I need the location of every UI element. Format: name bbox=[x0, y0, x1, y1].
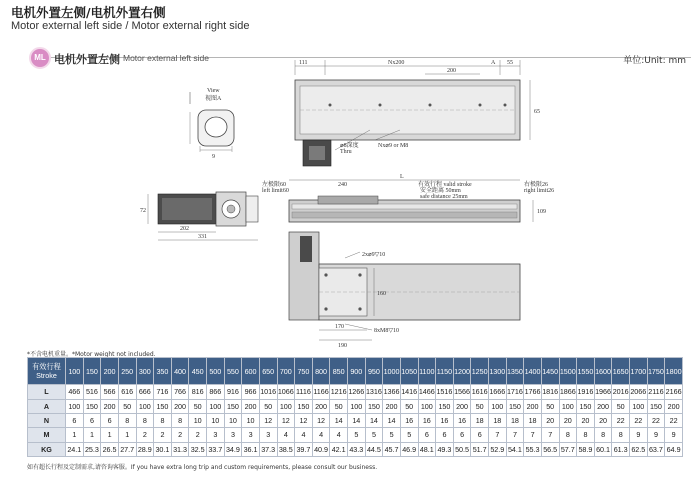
table-cell: 57.7 bbox=[559, 442, 577, 456]
dim-109: 109 bbox=[537, 209, 546, 215]
stroke-header-cell: 300 bbox=[136, 358, 154, 385]
table-cell: 16 bbox=[436, 413, 454, 427]
table-cell: 966 bbox=[242, 385, 260, 399]
table-cell: 14 bbox=[348, 413, 366, 427]
table-cell: 916 bbox=[224, 385, 242, 399]
table-cell: 30.1 bbox=[154, 442, 172, 456]
table-cell: 816 bbox=[189, 385, 207, 399]
table-cell: 1 bbox=[83, 428, 101, 442]
table-row bbox=[28, 442, 683, 456]
stroke-header-cell: 650 bbox=[259, 358, 277, 385]
view-a-label: View bbox=[207, 88, 220, 94]
table-cell: 37.3 bbox=[259, 442, 277, 456]
table-cell: 39.7 bbox=[295, 442, 313, 456]
table-cell: 40.9 bbox=[312, 442, 330, 456]
table-cell: 50.5 bbox=[453, 442, 471, 456]
table-cell: 100 bbox=[418, 399, 436, 413]
spec-table bbox=[27, 357, 683, 457]
table-cell: 6 bbox=[83, 413, 101, 427]
table-cell: 2066 bbox=[630, 385, 648, 399]
table-cell: 100 bbox=[348, 399, 366, 413]
table-cell: 43.3 bbox=[348, 442, 366, 456]
table-cell: 58.9 bbox=[577, 442, 595, 456]
stroke-header-cell: 250 bbox=[118, 358, 136, 385]
stroke-header-cell: 1550 bbox=[577, 358, 595, 385]
unit-label: 单位:Unit: mm bbox=[623, 56, 686, 66]
page-subtitle: Motor external left side / Motor external right side bbox=[11, 20, 250, 32]
front-view-drawing bbox=[262, 174, 554, 222]
weight-note: *不含电机重量。*Motor weight not included. bbox=[27, 351, 156, 358]
stroke-header-cell: 500 bbox=[207, 358, 225, 385]
hole-8x: 8xM8▽10 bbox=[374, 328, 399, 334]
stroke-header-cell: 1100 bbox=[418, 358, 436, 385]
stroke-header-cell: 1600 bbox=[594, 358, 612, 385]
stroke-header-cell: 900 bbox=[348, 358, 366, 385]
table-cell: 31.3 bbox=[171, 442, 189, 456]
table-cell: 1566 bbox=[453, 385, 471, 399]
table-cell: 12 bbox=[277, 413, 295, 427]
table-cell: 7 bbox=[541, 428, 559, 442]
table-cell: 200 bbox=[524, 399, 542, 413]
table-cell: 100 bbox=[559, 399, 577, 413]
table-cell: 1816 bbox=[541, 385, 559, 399]
stroke-header-cell: 1200 bbox=[453, 358, 471, 385]
stroke-header-cell: 1150 bbox=[436, 358, 454, 385]
table-cell: 716 bbox=[154, 385, 172, 399]
table-cell: 1616 bbox=[471, 385, 489, 399]
table-cell: 100 bbox=[136, 399, 154, 413]
table-cell: 1 bbox=[66, 428, 84, 442]
table-cell: 38.5 bbox=[277, 442, 295, 456]
table-cell: 18 bbox=[506, 413, 524, 427]
table-cell: 1916 bbox=[577, 385, 595, 399]
stroke-header-cell: 450 bbox=[189, 358, 207, 385]
row-label: L bbox=[28, 385, 66, 399]
table-cell: 100 bbox=[207, 399, 225, 413]
table-cell: 10 bbox=[224, 413, 242, 427]
table-row bbox=[28, 428, 683, 442]
table-cell: 4 bbox=[277, 428, 295, 442]
table-cell: 1766 bbox=[524, 385, 542, 399]
stroke-header-cell: 950 bbox=[365, 358, 383, 385]
table-cell: 1666 bbox=[489, 385, 507, 399]
table-cell: 6 bbox=[66, 413, 84, 427]
dim-55: 55 bbox=[507, 60, 513, 66]
table-cell: 200 bbox=[594, 399, 612, 413]
table-cell: 666 bbox=[136, 385, 154, 399]
table-cell: 9 bbox=[665, 428, 683, 442]
table-cell: 50 bbox=[400, 399, 418, 413]
table-cell: 1266 bbox=[348, 385, 366, 399]
hole-phi8-en: Thru bbox=[340, 149, 352, 155]
table-header-row bbox=[28, 358, 683, 385]
table-cell: 516 bbox=[83, 385, 101, 399]
safety-stroke: 安全距离 50mm bbox=[420, 188, 461, 194]
table-cell: 6 bbox=[101, 413, 119, 427]
stroke-header-cell: 1350 bbox=[506, 358, 524, 385]
table-cell: 200 bbox=[101, 399, 119, 413]
table-cell: 64.9 bbox=[665, 442, 683, 456]
dim-331: 331 bbox=[198, 234, 207, 240]
table-cell: 3 bbox=[259, 428, 277, 442]
table-cell: 1016 bbox=[259, 385, 277, 399]
table-cell: 5 bbox=[400, 428, 418, 442]
table-cell: 2016 bbox=[612, 385, 630, 399]
table-cell: 1866 bbox=[559, 385, 577, 399]
stroke-header-cell: 200 bbox=[101, 358, 119, 385]
table-cell: 45.7 bbox=[383, 442, 401, 456]
table-cell: 2 bbox=[154, 428, 172, 442]
stroke-header-cell: 1400 bbox=[524, 358, 542, 385]
stroke-header-cell: 100 bbox=[66, 358, 84, 385]
table-cell: 20 bbox=[559, 413, 577, 427]
hole-2x: 2x⌀9▽10 bbox=[362, 252, 386, 258]
table-cell: 16 bbox=[453, 413, 471, 427]
table-cell: 10 bbox=[189, 413, 207, 427]
table-cell: 20 bbox=[541, 413, 559, 427]
stroke-header-cell: 1000 bbox=[383, 358, 401, 385]
custom-footnote: 如有超长行程及定制需求,请咨询客服。If you have extra long trip and custom requirements, please consult our business. bbox=[27, 464, 378, 471]
table-cell: 3 bbox=[207, 428, 225, 442]
table-cell: 1716 bbox=[506, 385, 524, 399]
stroke-label bbox=[28, 358, 66, 385]
table-cell: 150 bbox=[224, 399, 242, 413]
table-cell: 14 bbox=[330, 413, 348, 427]
table-cell: 6 bbox=[471, 428, 489, 442]
table-cell: 60.1 bbox=[594, 442, 612, 456]
table-cell: 50 bbox=[118, 399, 136, 413]
table-cell: 150 bbox=[506, 399, 524, 413]
table-cell: 5 bbox=[383, 428, 401, 442]
table-cell: 4 bbox=[295, 428, 313, 442]
stroke-header-cell: 400 bbox=[171, 358, 189, 385]
table-cell: 150 bbox=[365, 399, 383, 413]
section-badge: ML bbox=[29, 47, 51, 69]
table-cell: 18 bbox=[524, 413, 542, 427]
table-cell: 14 bbox=[365, 413, 383, 427]
table-cell: 61.3 bbox=[612, 442, 630, 456]
table-cell: 566 bbox=[101, 385, 119, 399]
top-view-drawing bbox=[295, 60, 540, 166]
table-cell: 10 bbox=[242, 413, 260, 427]
table-cell: 150 bbox=[154, 399, 172, 413]
table-cell: 1066 bbox=[277, 385, 295, 399]
table-cell: 1466 bbox=[418, 385, 436, 399]
stroke-header-cell: 700 bbox=[277, 358, 295, 385]
side-view-drawing bbox=[140, 192, 258, 240]
table-cell: 12 bbox=[259, 413, 277, 427]
table-cell: 7 bbox=[489, 428, 507, 442]
table-cell: 8 bbox=[154, 413, 172, 427]
table-cell: 200 bbox=[171, 399, 189, 413]
table-cell: 50 bbox=[189, 399, 207, 413]
dim-111: 111 bbox=[299, 60, 308, 66]
table-cell: 7 bbox=[524, 428, 542, 442]
table-cell: 100 bbox=[277, 399, 295, 413]
table-cell: 18 bbox=[471, 413, 489, 427]
dim-160: 160 bbox=[377, 291, 386, 297]
stroke-header-cell: 550 bbox=[224, 358, 242, 385]
stroke-header-cell: 750 bbox=[295, 358, 313, 385]
table-cell: 54.1 bbox=[506, 442, 524, 456]
table-cell: 4 bbox=[330, 428, 348, 442]
table-cell: 46.9 bbox=[400, 442, 418, 456]
table-cell: 6 bbox=[436, 428, 454, 442]
table-cell: 2116 bbox=[647, 385, 665, 399]
table-cell: 9 bbox=[647, 428, 665, 442]
table-cell: 50 bbox=[259, 399, 277, 413]
table-cell: 22 bbox=[630, 413, 648, 427]
table-cell: 50 bbox=[541, 399, 559, 413]
table-cell: 2 bbox=[189, 428, 207, 442]
dim-a: A bbox=[491, 60, 496, 66]
table-cell: 50 bbox=[612, 399, 630, 413]
dim-170: 170 bbox=[335, 324, 344, 330]
table-cell: 8 bbox=[118, 413, 136, 427]
table-cell: 1516 bbox=[436, 385, 454, 399]
dim-l: L bbox=[400, 174, 404, 180]
table-cell: 1116 bbox=[295, 385, 313, 399]
table-cell: 1 bbox=[101, 428, 119, 442]
table-cell: 8 bbox=[594, 428, 612, 442]
table-cell: 8 bbox=[577, 428, 595, 442]
table-cell: 200 bbox=[312, 399, 330, 413]
table-cell: 200 bbox=[383, 399, 401, 413]
table-cell: 100 bbox=[66, 399, 84, 413]
table-cell: 9 bbox=[630, 428, 648, 442]
table-cell: 12 bbox=[295, 413, 313, 427]
table-cell: 26.5 bbox=[101, 442, 119, 456]
table-cell: 866 bbox=[207, 385, 225, 399]
table-cell: 5 bbox=[348, 428, 366, 442]
table-cell: 22 bbox=[665, 413, 683, 427]
table-cell: 8 bbox=[612, 428, 630, 442]
stroke-header-cell: 1500 bbox=[559, 358, 577, 385]
stroke-header-cell: 1800 bbox=[665, 358, 683, 385]
stroke-header-cell: 1450 bbox=[541, 358, 559, 385]
section-title-en: Motor external left side bbox=[123, 53, 209, 63]
table-cell: 150 bbox=[436, 399, 454, 413]
view-a-drawing bbox=[190, 88, 234, 160]
table-cell: 6 bbox=[453, 428, 471, 442]
stroke-label-cn: 有效行程 bbox=[32, 362, 61, 372]
table-cell: 8 bbox=[171, 413, 189, 427]
table-cell: 10 bbox=[207, 413, 225, 427]
stroke-header-cell: 1750 bbox=[647, 358, 665, 385]
table-row bbox=[28, 385, 683, 399]
stroke-label-en: Stroke bbox=[36, 371, 57, 381]
table-cell: 25.3 bbox=[83, 442, 101, 456]
table-cell: 2 bbox=[171, 428, 189, 442]
table-cell: 22 bbox=[612, 413, 630, 427]
table-cell: 616 bbox=[118, 385, 136, 399]
table-cell: 1166 bbox=[312, 385, 330, 399]
page-title: 电机外置左侧/电机外置右侧 bbox=[11, 5, 166, 20]
table-cell: 1416 bbox=[400, 385, 418, 399]
stroke-header-cell: 350 bbox=[154, 358, 172, 385]
table-cell: 32.5 bbox=[189, 442, 207, 456]
table-cell: 4 bbox=[312, 428, 330, 442]
table-cell: 36.1 bbox=[242, 442, 260, 456]
valid-stroke: 有效行程 valid stroke bbox=[418, 182, 472, 188]
table-cell: 150 bbox=[647, 399, 665, 413]
table-cell: 1216 bbox=[330, 385, 348, 399]
table-cell: 20 bbox=[594, 413, 612, 427]
table-row bbox=[28, 413, 683, 427]
bottom-view-drawing bbox=[289, 232, 520, 349]
left-limit: 左极限60 bbox=[262, 182, 287, 188]
view-a-label-cn: 视图A bbox=[205, 96, 222, 102]
hole-phi8: ⌀8深度 bbox=[340, 143, 359, 149]
table-cell: 16 bbox=[418, 413, 436, 427]
table-cell: 466 bbox=[66, 385, 84, 399]
table-cell: 42.1 bbox=[330, 442, 348, 456]
table-cell: 150 bbox=[83, 399, 101, 413]
table-cell: 3 bbox=[242, 428, 260, 442]
table-cell: 48.1 bbox=[418, 442, 436, 456]
dim-65: 65 bbox=[534, 109, 540, 115]
table-cell: 55.3 bbox=[524, 442, 542, 456]
stroke-header-cell: 1250 bbox=[471, 358, 489, 385]
table-cell: 2166 bbox=[665, 385, 683, 399]
row-label: KG bbox=[28, 442, 66, 456]
table-cell: 5 bbox=[365, 428, 383, 442]
table-cell: 56.5 bbox=[541, 442, 559, 456]
table-cell: 18 bbox=[489, 413, 507, 427]
stroke-header-cell: 150 bbox=[83, 358, 101, 385]
table-cell: 6 bbox=[418, 428, 436, 442]
right-limit: 右极限26 bbox=[524, 182, 549, 188]
stroke-header-cell: 1650 bbox=[612, 358, 630, 385]
table-cell: 52.9 bbox=[489, 442, 507, 456]
dim-240: 240 bbox=[338, 182, 347, 188]
table-cell: 7 bbox=[506, 428, 524, 442]
table-cell: 1316 bbox=[365, 385, 383, 399]
row-label: A bbox=[28, 399, 66, 413]
table-cell: 14 bbox=[383, 413, 401, 427]
table-cell: 49.3 bbox=[436, 442, 454, 456]
table-cell: 22 bbox=[647, 413, 665, 427]
table-cell: 44.5 bbox=[365, 442, 383, 456]
table-cell: 200 bbox=[453, 399, 471, 413]
table-cell: 766 bbox=[171, 385, 189, 399]
table-cell: 200 bbox=[665, 399, 683, 413]
table-cell: 12 bbox=[312, 413, 330, 427]
table-cell: 100 bbox=[630, 399, 648, 413]
table-cell: 200 bbox=[242, 399, 260, 413]
stroke-header-cell: 850 bbox=[330, 358, 348, 385]
table-cell: 62.5 bbox=[630, 442, 648, 456]
safety-stroke-en: safe distance 25mm bbox=[420, 194, 468, 200]
table-cell: 63.7 bbox=[647, 442, 665, 456]
table-cell: 24.1 bbox=[66, 442, 84, 456]
stroke-header-cell: 1300 bbox=[489, 358, 507, 385]
row-label: N bbox=[28, 413, 66, 427]
table-cell: 150 bbox=[295, 399, 313, 413]
section-title-cn: 电机外置左侧 bbox=[54, 53, 120, 66]
table-cell: 28.9 bbox=[136, 442, 154, 456]
dim-200: 200 bbox=[447, 68, 456, 74]
dim-190: 190 bbox=[338, 343, 347, 349]
table-cell: 33.7 bbox=[207, 442, 225, 456]
stroke-header-cell: 1700 bbox=[630, 358, 648, 385]
stroke-header-cell: 1050 bbox=[400, 358, 418, 385]
table-cell: 20 bbox=[577, 413, 595, 427]
table-cell: 50 bbox=[471, 399, 489, 413]
left-limit-en: left limit60 bbox=[262, 188, 289, 194]
table-cell: 100 bbox=[489, 399, 507, 413]
table-cell: 150 bbox=[577, 399, 595, 413]
dim-9: 9 bbox=[212, 154, 215, 160]
dim-nx200: Nx200 bbox=[388, 60, 405, 66]
table-cell: 1966 bbox=[594, 385, 612, 399]
table-cell: 2 bbox=[136, 428, 154, 442]
table-cell: 3 bbox=[224, 428, 242, 442]
table-cell: 27.7 bbox=[118, 442, 136, 456]
table-cell: 34.9 bbox=[224, 442, 242, 456]
table-row bbox=[28, 399, 683, 413]
table-cell: 51.7 bbox=[471, 442, 489, 456]
dim-202: 202 bbox=[180, 226, 189, 232]
table-cell: 50 bbox=[330, 399, 348, 413]
table-cell: 1366 bbox=[383, 385, 401, 399]
stroke-header-cell: 600 bbox=[242, 358, 260, 385]
dim-72: 72 bbox=[140, 208, 146, 214]
right-limit-en: right limit26 bbox=[524, 188, 555, 194]
table-cell: 8 bbox=[559, 428, 577, 442]
table-cell: 1 bbox=[118, 428, 136, 442]
row-label: M bbox=[28, 428, 66, 442]
table-cell: 16 bbox=[400, 413, 418, 427]
hole-nx9: Nx⌀9 or M8 bbox=[378, 143, 409, 149]
table-cell: 8 bbox=[136, 413, 154, 427]
stroke-header-cell: 800 bbox=[312, 358, 330, 385]
